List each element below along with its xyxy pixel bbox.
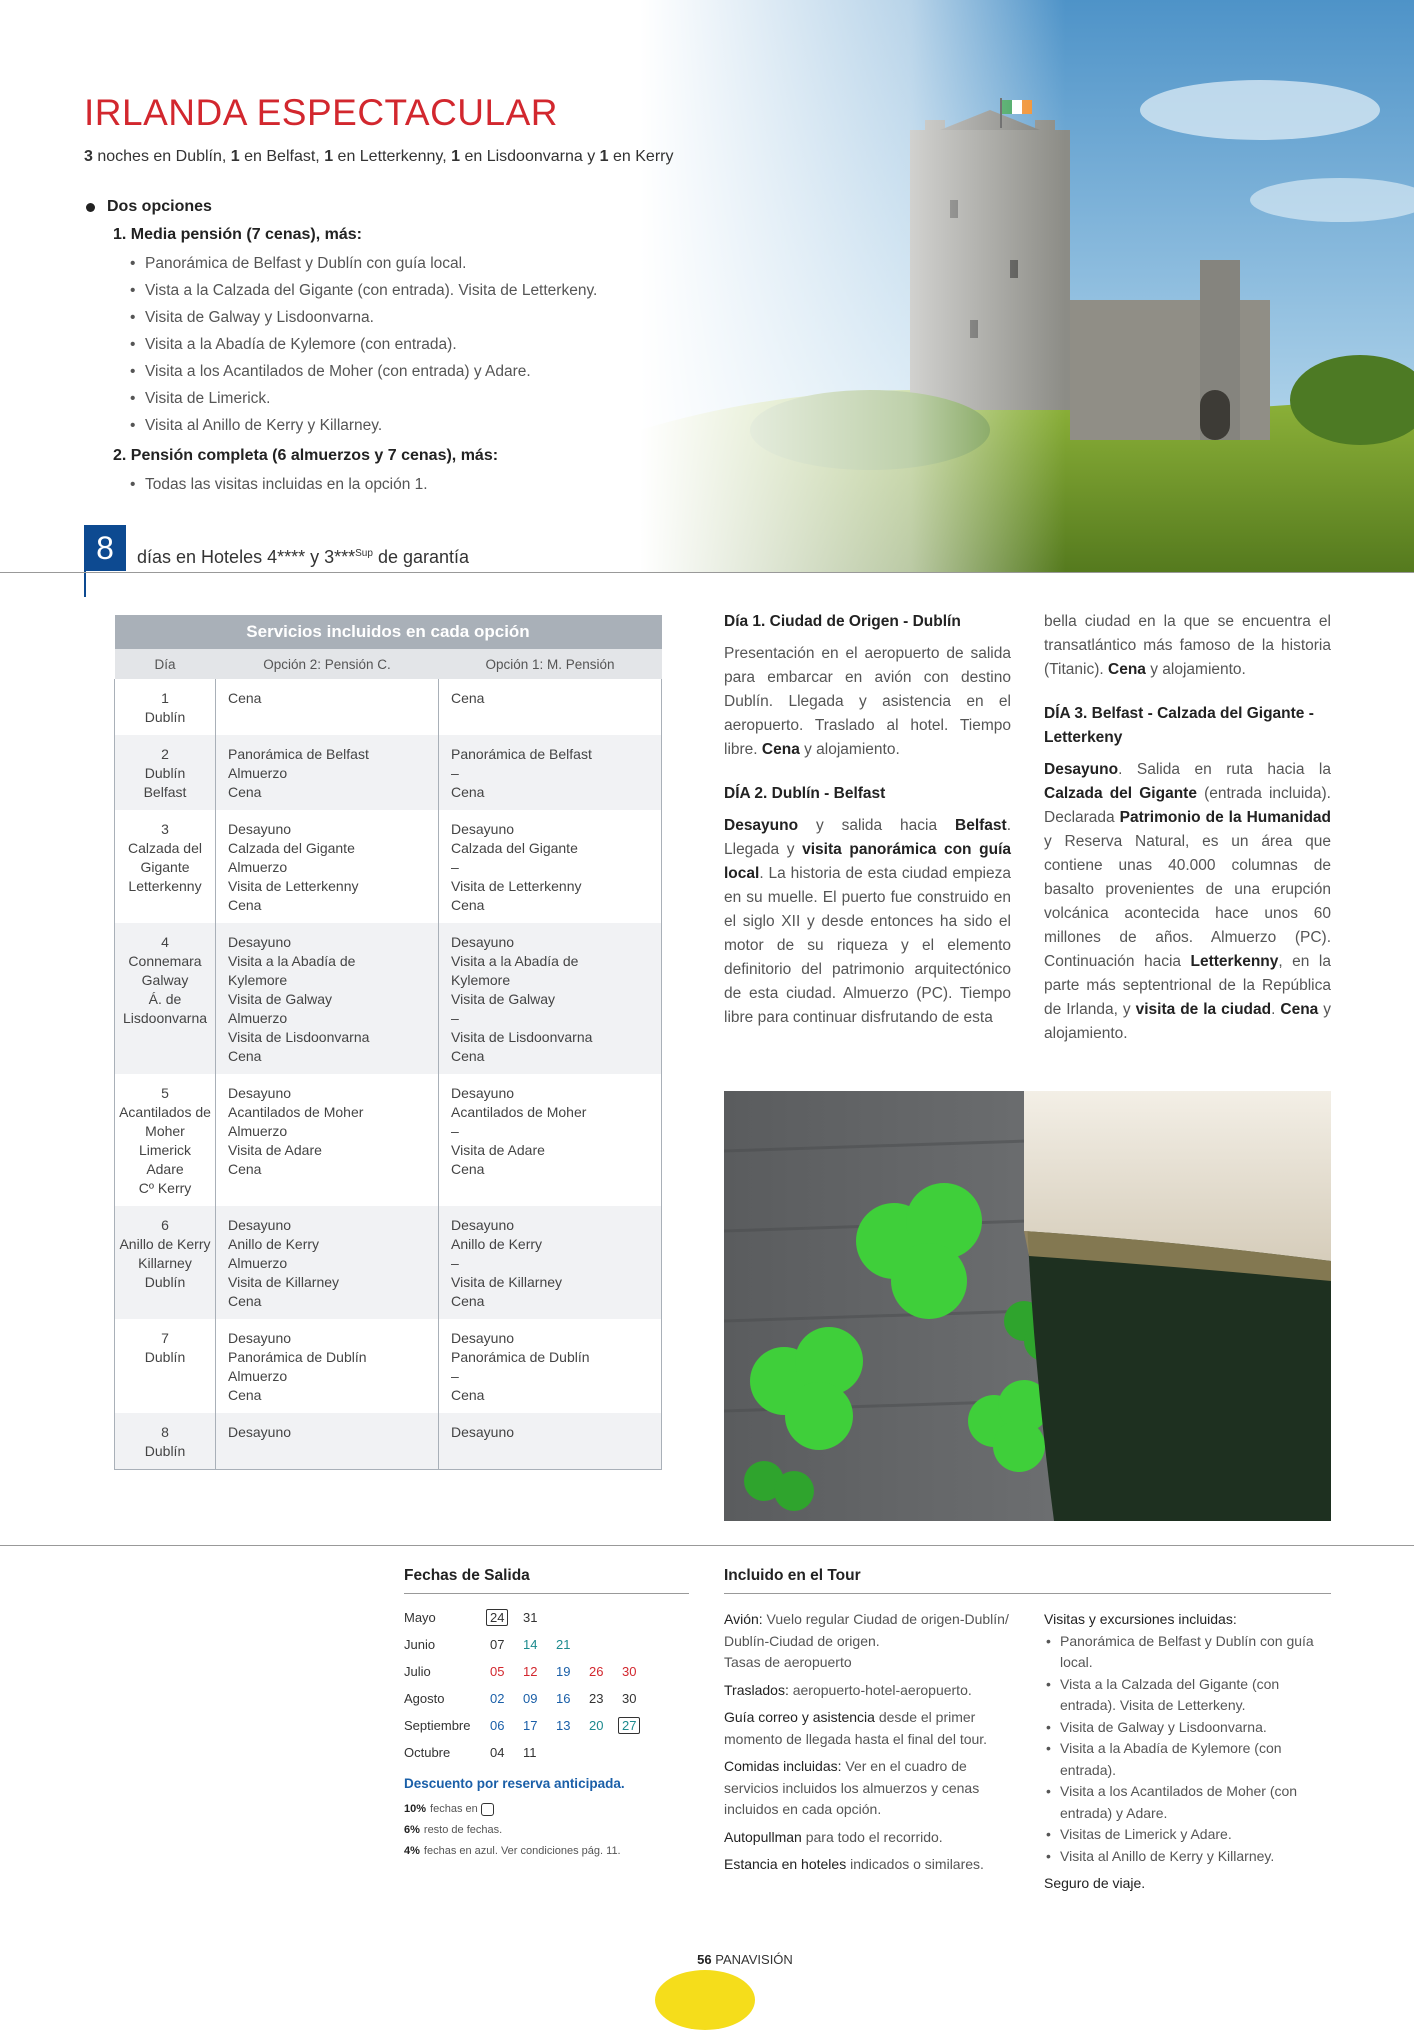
cell-option2 <box>216 1074 439 1206</box>
cell-line: Cena <box>451 1293 485 1309</box>
option2-title: 2. Pensión completa (6 almuerzos y 7 cenas), más: <box>113 447 499 464</box>
cell-line: Killarney <box>138 1255 192 1271</box>
cell-line: Desayuno <box>451 1330 515 1346</box>
itinerary-day-text: bella ciudad en la que se encuentra el transatlántico más famoso de la historia (Titanic). Cena y alojamiento. <box>1044 613 1331 678</box>
cell-line: 7 <box>161 1330 169 1346</box>
cell-line: Visita de Galway <box>451 991 556 1007</box>
beer-shamrock-photo <box>724 1091 1331 1521</box>
cell-line: Desayuno <box>228 934 292 950</box>
cell-line: Visita a la Abadía de <box>451 953 579 969</box>
cell-line: Dublín <box>144 765 186 781</box>
list-item: • Visita al Anillo de Kerry y Killarney. <box>130 412 706 439</box>
departure-dates-title: Fechas de Salida <box>404 1567 530 1584</box>
cell-line: – <box>451 765 459 781</box>
date-value: 20 <box>589 1718 604 1733</box>
cell-option1 <box>439 810 662 923</box>
date-value: 12 <box>523 1664 538 1679</box>
included-item <box>724 1680 1017 1702</box>
cell-line: 3 <box>161 821 169 837</box>
month-label: Agosto <box>404 1691 445 1706</box>
table-row <box>115 810 662 923</box>
cell-line: Almuerzo <box>228 1368 288 1384</box>
page-number: 56 <box>697 1952 712 1967</box>
nights-text: en Kerry <box>608 148 674 165</box>
cell-line: Desayuno <box>228 1085 292 1101</box>
cell-line: – <box>451 1010 459 1026</box>
brand-dot <box>655 1970 755 2030</box>
departure-dates-grid <box>404 1604 689 1766</box>
cell-line: Cena <box>228 1387 262 1403</box>
date-value: 23 <box>589 1691 604 1706</box>
cell-line: Galway <box>141 972 189 988</box>
cell-day <box>115 1319 216 1413</box>
cell-line: Visita de Killarney <box>451 1274 563 1290</box>
option2-list <box>86 471 706 498</box>
included-item <box>724 1707 1017 1750</box>
cell-line: Cena <box>451 897 485 913</box>
included-value: Vuelo regular Ciudad de origen-Dublín/ Dublín-Ciudad de origen. <box>724 1611 1009 1649</box>
date-row <box>404 1685 689 1712</box>
date-value: 24 <box>486 1609 508 1626</box>
cell-line: Letterkenny <box>128 878 202 894</box>
cell-line: Panorámica de Belfast <box>228 746 369 762</box>
cell-line: – <box>451 859 459 875</box>
cell-line: 4 <box>161 934 169 950</box>
cell-option1 <box>439 923 662 1074</box>
nights-count: 1 <box>324 148 334 165</box>
cell-option1 <box>439 735 662 810</box>
included-key: Estancia en hoteles <box>724 1856 847 1872</box>
cell-line: Cena <box>451 1048 485 1064</box>
discount-list <box>404 1799 689 1862</box>
included-item <box>724 1756 1017 1821</box>
insurance-text: Seguro de viaje. <box>1044 1875 1146 1891</box>
date-value: 21 <box>556 1637 571 1652</box>
cell-line: – <box>451 1255 459 1271</box>
date-cell <box>523 1610 556 1625</box>
date-value: 30 <box>622 1691 637 1706</box>
date-cell <box>490 1610 523 1625</box>
cell-line: Cena <box>228 690 262 706</box>
date-cell <box>622 1691 655 1706</box>
list-item: • Visita a los Acantilados de Moher (con entrada) y Adare. <box>1044 1781 1331 1824</box>
nights-count: 1 <box>451 148 460 165</box>
month-label: Octubre <box>404 1745 451 1760</box>
bullet-icon <box>86 203 95 212</box>
cell-line: Cena <box>451 784 485 800</box>
date-cell <box>523 1691 556 1706</box>
date-cell <box>523 1637 556 1652</box>
cell-line: Desayuno <box>451 934 515 950</box>
month-label: Septiembre <box>404 1718 471 1733</box>
month-label: Julio <box>404 1664 431 1679</box>
table-row <box>115 735 662 810</box>
included-value: para todo el recorrido. <box>801 1828 943 1845</box>
cell-line: Cena <box>451 690 485 706</box>
nights-text: noches en Dublín, <box>92 148 231 165</box>
cell-line: Desayuno <box>451 1085 515 1101</box>
cell-line: Cena <box>228 784 262 800</box>
date-row <box>404 1712 689 1739</box>
nights-count: 3 <box>84 148 93 165</box>
page-title: IRLANDA ESPECTACULAR <box>84 92 558 133</box>
divider <box>0 1545 1414 1546</box>
duration-hotels-text: días en Hoteles 4**** y 3***$^{Sup}$ de garantía <box>137 547 470 567</box>
date-value: 13 <box>556 1718 571 1733</box>
cell-line: Panorámica de Belfast <box>451 746 592 762</box>
date-cell <box>490 1664 523 1679</box>
cell-line: Almuerzo <box>228 1123 288 1139</box>
itinerary-day-text: Desayuno y salida hacia Belfast. Llegada y visita panorámica con guía local. La historia de esta ciudad empieza en su muelle. El puerto fue construido en el siglo XII y desde entonces ha sido el motor de su riqueza y el elemento definitorio del patrimonio arquitectónico de esta ciudad. Almuerzo (PC). Tiempo libre para continuar disfrutando de esta <box>724 817 1011 1026</box>
itinerary-day-text: Presentación en el aeropuerto de salida para embarcar en avión con destino Dublín. Llegada y asistencia en el aeropuerto. Traslado al hotel. Tiempo libre. Cena y alojamiento. <box>724 645 1011 758</box>
cell-option1 <box>439 679 662 735</box>
cell-line: Dublín <box>144 1349 186 1365</box>
list-item: • Panorámica de Belfast y Dublín con guía local. <box>130 250 706 277</box>
date-value: 04 <box>490 1745 505 1760</box>
list-item: • Vista a la Calzada del Gigante (con entrada). Visita de Letterkeny. <box>1044 1674 1331 1717</box>
date-cell <box>589 1691 622 1706</box>
cell-line: Lisdoonvarna <box>122 1010 208 1026</box>
nights-summary <box>84 148 673 166</box>
discount-pct: 10% <box>404 1803 427 1815</box>
nights-text: en Belfast, <box>239 148 325 165</box>
nights-count: 1 <box>230 148 240 165</box>
cell-day <box>115 923 216 1074</box>
cell-line: Dublín <box>144 1443 186 1459</box>
visits-title: Visitas y excursiones incluidas: <box>1044 1611 1237 1627</box>
cell-line: Visita de Lisdoonvarna <box>451 1029 593 1045</box>
cell-line: Almuerzo <box>228 859 288 875</box>
cell-option1 <box>439 1074 662 1206</box>
included-key: Traslados: <box>724 1681 789 1698</box>
date-cell <box>490 1718 523 1733</box>
discount-item <box>404 1799 689 1820</box>
divider <box>724 1593 1331 1594</box>
discount-item <box>404 1841 689 1862</box>
date-value: 17 <box>523 1718 538 1733</box>
itinerary-day-title: Día 1. Ciudad de Origen - Dublín <box>724 613 961 630</box>
date-cell <box>622 1664 655 1679</box>
date-cell <box>556 1691 589 1706</box>
included-key: Guía correo y asistencia <box>724 1709 875 1725</box>
cell-line: Visita de Galway <box>228 991 333 1007</box>
cell-line: Visita a la Abadía de <box>228 953 356 969</box>
itinerary-day-title: DÍA 3. Belfast - Calzada del Gigante - Letterkeny <box>1044 705 1314 746</box>
divider <box>0 572 1414 573</box>
included-item <box>724 1827 1017 1849</box>
divider <box>404 1593 689 1594</box>
square-marker-icon <box>481 1803 494 1816</box>
date-value: 16 <box>556 1691 571 1706</box>
cell-option2 <box>216 735 439 810</box>
table-row <box>115 923 662 1074</box>
visits-list <box>1044 1631 1331 1868</box>
date-cell <box>589 1664 622 1679</box>
date-row <box>404 1658 689 1685</box>
discount-pct: 4% <box>404 1845 420 1857</box>
cell-line: Panorámica de Dublín <box>228 1349 367 1365</box>
nights-text: en Lisdoonvarna y <box>460 148 600 165</box>
cell-day <box>115 1074 216 1206</box>
date-cell <box>523 1664 556 1679</box>
cell-option2 <box>216 1413 439 1470</box>
list-item: • Vista a la Calzada del Gigante (con entrada). Visita de Letterkeny. <box>130 277 706 304</box>
date-cell <box>490 1745 523 1760</box>
departure-dates-section <box>404 1567 689 1862</box>
cell-line: – <box>451 1368 459 1384</box>
date-row <box>404 1631 689 1658</box>
included-section <box>724 1567 1331 1891</box>
option1-title: 1. Media pensión (7 cenas), más: <box>113 226 362 243</box>
date-row <box>404 1604 689 1631</box>
table-row <box>115 1413 662 1470</box>
month-label: Junio <box>404 1637 436 1652</box>
cell-line: Calzada del Gigante <box>451 840 578 856</box>
list-item: • Visita de Galway y Lisdoonvarna. <box>1044 1717 1331 1739</box>
nights-text: en Letterkenny, <box>333 148 452 165</box>
list-item: • Visita al Anillo de Kerry y Killarney. <box>1044 1846 1331 1868</box>
included-value: Ver en el cuadro de servicios incluidos los almuerzos y cenas incluidos en cada opción. <box>724 1758 980 1817</box>
cell-line: Cena <box>228 897 262 913</box>
date-value: 30 <box>622 1664 637 1679</box>
cell-option2 <box>216 923 439 1074</box>
date-value: 26 <box>589 1664 604 1679</box>
discount-text: fechas en <box>430 1803 478 1815</box>
included-item <box>724 1854 1017 1876</box>
cell-line: Belfast <box>143 784 187 800</box>
cell-line: Cena <box>228 1048 262 1064</box>
included-value: indicados o similares. <box>846 1856 984 1872</box>
cell-line: 5 <box>161 1085 169 1101</box>
cell-line: Cena <box>228 1293 262 1309</box>
cell-line: Acantilados de <box>119 1104 211 1120</box>
cell-option2 <box>216 810 439 923</box>
cell-option2 <box>216 679 439 735</box>
date-cell <box>622 1718 655 1733</box>
cell-line: Visita de Lisdoonvarna <box>228 1029 370 1045</box>
cell-line: Acantilados de Moher <box>228 1104 364 1120</box>
list-item: • Visita a los Acantilados de Moher (con entrada) y Adare. <box>130 358 706 385</box>
itinerary-day-title: DÍA 2. Dublín - Belfast <box>724 785 886 802</box>
col-header-day: Día <box>115 649 216 679</box>
date-value: 05 <box>490 1664 505 1679</box>
cell-line: Adare <box>146 1161 184 1177</box>
discount-text: resto de fechas. <box>423 1824 503 1836</box>
duration-days-badge: 8 <box>84 525 126 571</box>
list-item: • Visitas de Limerick y Adare. <box>1044 1824 1331 1846</box>
date-value: 31 <box>523 1610 538 1625</box>
cell-line: Anillo de Kerry <box>451 1236 543 1252</box>
services-table <box>114 615 662 1470</box>
cell-line: 2 <box>161 746 169 762</box>
nights-count: 1 <box>599 148 609 165</box>
cell-line: Kylemore <box>451 972 511 988</box>
list-item: • Panorámica de Belfast y Dublín con guía local. <box>1044 1631 1331 1674</box>
date-cell <box>556 1664 589 1679</box>
col-header-option2: Opción 2: Pensión C. <box>216 649 439 679</box>
cell-line: Almuerzo <box>228 765 288 781</box>
cell-line: Cena <box>451 1161 485 1177</box>
option1-list <box>86 250 706 439</box>
included-item <box>724 1609 1017 1674</box>
cell-day <box>115 735 216 810</box>
table-row <box>115 1319 662 1413</box>
itinerary-column-right <box>1044 610 1331 1066</box>
cell-line: 1 <box>161 690 169 706</box>
options-heading: Dos opciones <box>86 198 706 216</box>
cell-line: Calzada del <box>128 840 202 856</box>
cell-line: Visita de Adare <box>228 1142 322 1158</box>
cell-line: Visita de Letterkenny <box>451 878 582 894</box>
cell-day <box>115 1413 216 1470</box>
list-item: • Visita a la Abadía de Kylemore (con entrada). <box>130 331 706 358</box>
included-key: Autopullman <box>724 1828 802 1845</box>
list-item: • Visita a la Abadía de Kylemore (con entrada). <box>1044 1738 1331 1781</box>
cell-line: Dublín <box>144 709 186 725</box>
cell-line: Almuerzo <box>228 1010 288 1026</box>
date-value: 19 <box>556 1664 571 1679</box>
included-services <box>724 1609 1017 1882</box>
date-cell <box>523 1745 556 1760</box>
date-value: 06 <box>490 1718 505 1733</box>
list-item: • Visita de Limerick. <box>130 385 706 412</box>
cell-line: Kylemore <box>228 972 288 988</box>
cell-day <box>115 1206 216 1319</box>
cell-line: Calzada del Gigante <box>228 840 355 856</box>
cell-line: Gigante <box>140 859 190 875</box>
cell-line: Á. de <box>148 991 182 1007</box>
col-header-option1: Opción 1: M. Pensión <box>439 649 662 679</box>
table-caption: Servicios incluidos en cada opción <box>115 615 662 649</box>
cell-line: Connemara <box>128 953 202 969</box>
cell-line: Cena <box>228 1161 262 1177</box>
table-row <box>115 679 662 735</box>
date-value: 02 <box>490 1691 505 1706</box>
cell-day <box>115 810 216 923</box>
included-extra: Tasas de aeropuerto <box>724 1654 852 1670</box>
cell-line: Visita de Killarney <box>228 1274 340 1290</box>
included-value: desde el primer momento de llegada hasta el final del tour. <box>724 1709 988 1747</box>
itinerary-day-text: Desayuno. Salida en ruta hacia la Calzada del Gigante (entrada incluida). Declarada Patrimonio de la Humanidad y Reserva Natural, es un área que contiene unas 40.000 columnas de basalto provenientes de una erupción volcánica acontecida hace unos 60 millones de años. Almuerzo (PC). Continuación hacia Letterkenny, en la parte más septentrional de la República de Irlanda, y visita de la ciudad. Cena y alojamiento. <box>1044 761 1331 1042</box>
cell-line: 8 <box>161 1424 169 1440</box>
cell-day <box>115 679 216 735</box>
cell-line: Panorámica de Dublín <box>451 1349 590 1365</box>
date-value: 07 <box>490 1637 505 1652</box>
included-title: Incluido en el Tour <box>724 1567 861 1584</box>
discount-item <box>404 1820 689 1841</box>
cell-line: Desayuno <box>228 1424 292 1440</box>
cell-line: 6 <box>161 1217 169 1233</box>
options-section <box>86 198 706 498</box>
cell-line: Limerick <box>138 1142 192 1158</box>
itinerary-column-left <box>724 610 1011 1050</box>
discount-pct: 6% <box>404 1824 420 1836</box>
cell-option1 <box>439 1413 662 1470</box>
discount-title: Descuento por reserva anticipada. <box>404 1776 625 1791</box>
cell-line: Dublín <box>144 1274 186 1290</box>
date-value: 27 <box>618 1717 640 1734</box>
table-row <box>115 1074 662 1206</box>
cell-line: Anillo de Kerry <box>119 1236 211 1252</box>
cell-line: Desayuno <box>451 1424 515 1440</box>
page-footer <box>600 1952 890 1967</box>
cell-line: Visita de Letterkenny <box>228 878 359 894</box>
brand-name: PANAVISIÓN <box>715 1952 793 1967</box>
discount-text: fechas en azul. Ver condiciones pág. 11. <box>423 1845 621 1857</box>
cell-line: Desayuno <box>228 1330 292 1346</box>
date-cell <box>490 1637 523 1652</box>
cell-option2 <box>216 1206 439 1319</box>
cell-line: Cena <box>451 1387 485 1403</box>
list-item: • Todas las visitas incluidas en la opción 1. <box>130 471 706 498</box>
cell-option1 <box>439 1319 662 1413</box>
included-value: aeropuerto-hotel-aeropuerto. <box>788 1681 972 1698</box>
castle-hero-image <box>640 0 1414 572</box>
included-key: Avión: <box>724 1611 763 1627</box>
included-visits <box>1044 1609 1331 1895</box>
date-cell <box>490 1691 523 1706</box>
cell-line: Desayuno <box>451 821 515 837</box>
cell-line: Anillo de Kerry <box>228 1236 320 1252</box>
cell-line: Desayuno <box>228 821 292 837</box>
date-row <box>404 1739 689 1766</box>
date-value: 14 <box>523 1637 538 1652</box>
date-value: 11 <box>523 1745 537 1760</box>
cell-option1 <box>439 1206 662 1319</box>
cell-line: Acantilados de Moher <box>451 1104 587 1120</box>
cell-line: Desayuno <box>228 1217 292 1233</box>
date-value: 09 <box>523 1691 538 1706</box>
cell-line: Almuerzo <box>228 1255 288 1271</box>
cell-line: Desayuno <box>451 1217 515 1233</box>
date-cell <box>556 1637 589 1652</box>
date-cell <box>556 1718 589 1733</box>
cell-option2 <box>216 1319 439 1413</box>
month-label: Mayo <box>404 1610 436 1625</box>
cell-line: Moher <box>145 1123 185 1139</box>
cell-line: Cº Kerry <box>138 1180 192 1196</box>
cell-line: Visita de Adare <box>451 1142 545 1158</box>
included-key: Comidas incluidas: <box>724 1758 842 1774</box>
cell-line: – <box>451 1123 459 1139</box>
date-cell <box>523 1718 556 1733</box>
table-row <box>115 1206 662 1319</box>
list-item: • Visita de Galway y Lisdoonvarna. <box>130 304 706 331</box>
